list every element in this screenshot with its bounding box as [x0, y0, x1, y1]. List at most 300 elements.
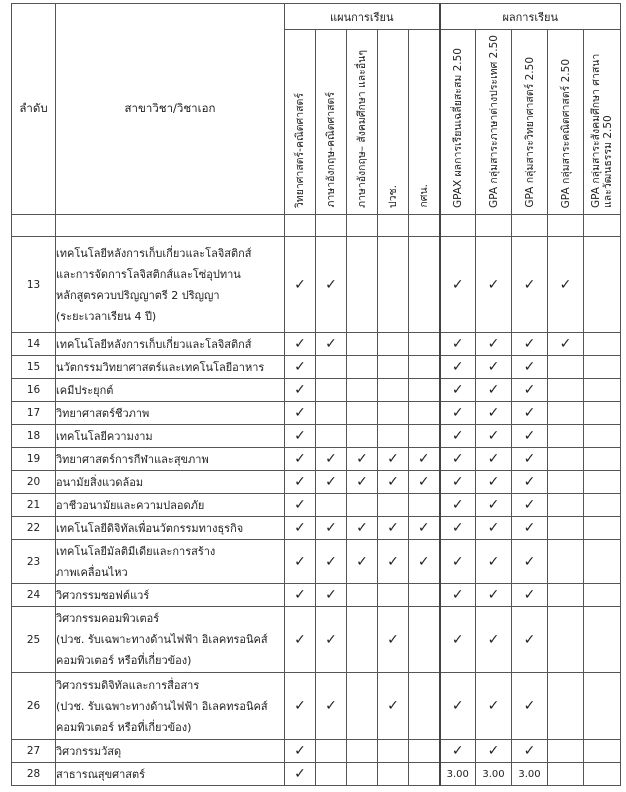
- plan-cell: [316, 448, 347, 471]
- row-major: [56, 494, 285, 517]
- result-cell: [440, 448, 476, 471]
- major-line: อนามัยสิ่งแวดล้อม: [56, 475, 144, 489]
- plan-cell: [409, 763, 440, 786]
- header-result-col-label: GPAX ผลการเรียนเฉลี่ยสะสม 2.50: [451, 48, 464, 208]
- check-icon: ✓: [417, 553, 430, 570]
- plan-cell: [316, 215, 347, 237]
- plan-cell: [285, 237, 316, 333]
- plan-cell: [409, 494, 440, 517]
- plan-cell: [347, 607, 378, 673]
- plan-cell: [347, 517, 378, 540]
- result-cell: [548, 740, 584, 763]
- result-cell: [476, 215, 512, 237]
- result-cell: [476, 740, 512, 763]
- check-icon: ✓: [523, 698, 536, 714]
- plan-cell: [285, 673, 316, 740]
- result-cell: [584, 333, 621, 356]
- row-number: 15: [12, 356, 56, 379]
- header-result-col-label: GPA กลุ่มสาระวิทยาศาสตร์ 2.50: [523, 57, 536, 208]
- plan-cell: [316, 673, 347, 740]
- plan-cell: [409, 448, 440, 471]
- check-icon: ✓: [325, 520, 337, 536]
- result-cell: [548, 494, 584, 517]
- result-cell: [548, 215, 584, 237]
- header-plan-col-label: กศน.: [417, 184, 430, 208]
- row-major: [56, 763, 285, 786]
- check-icon: ✓: [451, 428, 464, 444]
- header-plan-col-4: [409, 30, 440, 215]
- header-result-col-label: GPA กลุ่มสาระสังคมศึกษา ศาสนา และวัฒนธรรม 2.50: [590, 53, 614, 208]
- result-cell: [440, 356, 476, 379]
- row-major: [56, 425, 285, 448]
- result-cell: [548, 425, 584, 448]
- check-icon: ✓: [294, 428, 306, 444]
- result-cell: [548, 607, 584, 673]
- table-row: [12, 517, 621, 540]
- result-cell: [548, 237, 584, 333]
- plan-cell: [378, 448, 409, 471]
- result-cell: [440, 379, 476, 402]
- header-major: สาขาวิชา/วิชาเอก: [56, 4, 285, 215]
- result-cell: [476, 333, 512, 356]
- row-number: 21: [12, 494, 56, 517]
- check-icon: ✓: [523, 276, 536, 293]
- major-line: ภาพเคลื่อนไหว: [56, 565, 128, 579]
- result-cell: [440, 215, 476, 237]
- plan-cell: [316, 471, 347, 494]
- check-icon: ✓: [523, 336, 536, 352]
- table-row: [12, 673, 621, 740]
- plan-cell: [285, 494, 316, 517]
- check-icon: ✓: [487, 276, 500, 293]
- check-icon: ✓: [294, 405, 306, 421]
- result-cell: [548, 763, 584, 786]
- result-cell: [440, 763, 476, 786]
- table-row: [12, 425, 621, 448]
- result-cell: [548, 379, 584, 402]
- table-row: [12, 540, 621, 584]
- result-cell: [584, 215, 621, 237]
- check-icon: ✓: [451, 743, 464, 759]
- result-cell: [440, 584, 476, 607]
- result-cell: [476, 607, 512, 673]
- result-cell: [440, 740, 476, 763]
- major-line: เคมีประยุกต์: [56, 383, 114, 397]
- row-number: 19: [12, 448, 56, 471]
- result-cell: [440, 425, 476, 448]
- plan-cell: [347, 584, 378, 607]
- major-line: (ปวช. รับเฉพาะทางด้านไฟฟ้า อิเลคทรอนิคส์: [56, 699, 268, 713]
- plan-cell: [285, 448, 316, 471]
- plan-cell: [347, 333, 378, 356]
- check-icon: ✓: [487, 631, 500, 648]
- check-icon: ✓: [294, 382, 306, 398]
- result-cell: [476, 763, 512, 786]
- check-icon: ✓: [487, 474, 500, 490]
- row-major: [56, 740, 285, 763]
- plan-cell: [409, 540, 440, 584]
- plan-cell: [316, 540, 347, 584]
- row-number: 13: [12, 237, 56, 333]
- row-major: [56, 448, 285, 471]
- table-row: [12, 402, 621, 425]
- check-icon: ✓: [523, 520, 536, 536]
- plan-cell: [285, 356, 316, 379]
- plan-cell: [409, 333, 440, 356]
- table-row: [12, 356, 621, 379]
- major-line: วิศวกรรมคอมพิวเตอร์: [56, 612, 160, 625]
- plan-cell: [378, 215, 409, 237]
- plan-cell: [285, 402, 316, 425]
- header-result-col-1: [476, 30, 512, 215]
- plan-cell: [285, 763, 316, 786]
- plan-cell: [409, 517, 440, 540]
- plan-cell: [409, 425, 440, 448]
- check-icon: ✓: [294, 451, 306, 467]
- plan-cell: [347, 425, 378, 448]
- check-icon: ✓: [523, 474, 536, 490]
- check-icon: ✓: [451, 520, 464, 536]
- header-plan-group: แผนการเรียน: [285, 4, 440, 30]
- table-row: [12, 215, 621, 237]
- plan-cell: [347, 448, 378, 471]
- check-icon: ✓: [294, 553, 306, 570]
- result-cell: [584, 517, 621, 540]
- plan-cell: [409, 471, 440, 494]
- major-line: นวัตกรรมวิทยาศาสตร์และเทคโนโลยีอาหาร: [56, 360, 265, 374]
- result-cell: [440, 237, 476, 333]
- plan-cell: [347, 740, 378, 763]
- row-major: [56, 471, 285, 494]
- table-row: [12, 740, 621, 763]
- check-icon: ✓: [523, 631, 536, 648]
- major-line: หลักสูตรควบปริญญาตรี 2 ปริญญา: [56, 288, 220, 302]
- check-icon: ✓: [487, 359, 500, 375]
- row-major: [56, 517, 285, 540]
- plan-cell: [378, 356, 409, 379]
- row-number: 14: [12, 333, 56, 356]
- plan-cell: [285, 425, 316, 448]
- result-cell: [440, 517, 476, 540]
- header-number: ลำดับ: [12, 4, 56, 215]
- result-cell: [512, 215, 548, 237]
- result-cell: [584, 494, 621, 517]
- header-plan-col-label: วิทยาศาสตร์-คณิตศาสตร์: [294, 92, 306, 208]
- result-cell: [584, 448, 621, 471]
- check-icon: ✓: [451, 405, 464, 421]
- major-line: วิทยาศาสตร์ชีวภาพ: [56, 406, 150, 420]
- table-row: [12, 333, 621, 356]
- plan-cell: [347, 763, 378, 786]
- table-row: [12, 448, 621, 471]
- check-icon: ✓: [487, 497, 500, 513]
- plan-cell: [347, 494, 378, 517]
- plan-cell: [378, 540, 409, 584]
- result-cell: [512, 517, 548, 540]
- result-cell: [584, 763, 621, 786]
- result-cell: [512, 584, 548, 607]
- plan-cell: [378, 740, 409, 763]
- header-result-col-2: [512, 30, 548, 215]
- check-icon: ✓: [451, 451, 464, 467]
- gpa-value: 3.00: [446, 768, 469, 780]
- check-icon: ✓: [487, 553, 500, 570]
- result-cell: [476, 448, 512, 471]
- check-icon: ✓: [387, 451, 399, 467]
- check-icon: ✓: [451, 382, 464, 398]
- row-number: 26: [12, 673, 56, 740]
- result-cell: [440, 333, 476, 356]
- plan-cell: [409, 402, 440, 425]
- plan-cell: [316, 356, 347, 379]
- plan-cell: [316, 584, 347, 607]
- result-cell: [512, 402, 548, 425]
- plan-cell: [285, 740, 316, 763]
- check-icon: ✓: [451, 497, 464, 513]
- result-cell: [512, 237, 548, 333]
- check-icon: ✓: [523, 359, 536, 375]
- check-icon: ✓: [451, 474, 464, 490]
- check-icon: ✓: [523, 553, 536, 570]
- result-cell: [512, 448, 548, 471]
- plan-cell: [409, 584, 440, 607]
- result-cell: [476, 425, 512, 448]
- check-icon: ✓: [487, 698, 500, 714]
- check-icon: ✓: [325, 451, 337, 467]
- check-icon: ✓: [387, 698, 399, 714]
- row-major: [56, 356, 285, 379]
- header-result-group: ผลการเรียน: [440, 4, 621, 30]
- check-icon: ✓: [294, 474, 306, 490]
- check-icon: ✓: [487, 428, 500, 444]
- result-cell: [512, 379, 548, 402]
- result-cell: [584, 584, 621, 607]
- plan-cell: [378, 425, 409, 448]
- plan-cell: [378, 673, 409, 740]
- check-icon: ✓: [294, 497, 306, 513]
- result-cell: [476, 471, 512, 494]
- plan-cell: [347, 402, 378, 425]
- check-icon: ✓: [451, 587, 464, 603]
- header-result-col-label: GPA กลุ่มสาระภาษาต่างประเทศ 2.50: [487, 35, 500, 208]
- plan-cell: [378, 402, 409, 425]
- result-cell: [512, 356, 548, 379]
- check-icon: ✓: [451, 359, 464, 375]
- plan-cell: [378, 471, 409, 494]
- row-major: [56, 584, 285, 607]
- check-icon: ✓: [523, 497, 536, 513]
- result-cell: [476, 237, 512, 333]
- check-icon: ✓: [325, 336, 337, 352]
- major-line: วิทยาศาสตร์การกีฬาและสุขภาพ: [56, 452, 209, 466]
- check-icon: ✓: [294, 520, 306, 536]
- check-icon: ✓: [325, 631, 337, 648]
- result-cell: [440, 607, 476, 673]
- major-line: คอมพิวเตอร์ หรือที่เกี่ยวข้อง): [56, 654, 192, 667]
- table-row: [12, 379, 621, 402]
- table-row: [12, 763, 621, 786]
- check-icon: ✓: [523, 428, 536, 444]
- check-icon: ✓: [325, 553, 337, 570]
- plan-cell: [285, 215, 316, 237]
- major-line: (ระยะเวลาเรียน 4 ปี): [56, 309, 157, 323]
- table-row: [12, 237, 621, 333]
- plan-cell: [409, 237, 440, 333]
- result-cell: [548, 584, 584, 607]
- check-icon: ✓: [325, 698, 337, 714]
- check-icon: ✓: [487, 520, 500, 536]
- plan-cell: [316, 402, 347, 425]
- check-icon: ✓: [523, 451, 536, 467]
- check-icon: ✓: [294, 743, 306, 759]
- result-cell: [440, 673, 476, 740]
- gpa-value: 3.00: [518, 768, 541, 780]
- result-cell: [476, 540, 512, 584]
- result-cell: [476, 402, 512, 425]
- result-cell: [512, 763, 548, 786]
- plan-cell: [347, 215, 378, 237]
- check-icon: ✓: [523, 587, 536, 603]
- row-number: 28: [12, 763, 56, 786]
- check-icon: ✓: [487, 743, 500, 759]
- result-cell: [584, 740, 621, 763]
- plan-cell: [409, 356, 440, 379]
- row-number: 18: [12, 425, 56, 448]
- row-number: 22: [12, 517, 56, 540]
- row-number: 17: [12, 402, 56, 425]
- table-row: [12, 494, 621, 517]
- row-number: 20: [12, 471, 56, 494]
- plan-cell: [378, 517, 409, 540]
- row-major: [56, 237, 285, 333]
- result-cell: [584, 673, 621, 740]
- result-cell: [440, 494, 476, 517]
- major-line: เทคโนโลยีมัลติมีเดียและการสร้าง: [56, 544, 216, 558]
- major-line: เทคโนโลยีหลังการเก็บเกี่ยวและโลจิสติกส์: [56, 246, 252, 260]
- plan-cell: [316, 379, 347, 402]
- major-line: อาชีวอนามัยและความปลอดภัย: [56, 498, 205, 512]
- plan-cell: [285, 379, 316, 402]
- result-cell: [476, 673, 512, 740]
- check-icon: ✓: [294, 698, 306, 714]
- plan-cell: [347, 237, 378, 333]
- major-line: (ปวช. รับเฉพาะทางด้านไฟฟ้า อิเลคทรอนิคส์: [56, 633, 268, 646]
- header-plan-col-label: ภาษาอังกฤษ– สังคมศึกษา และอื่นๆ: [356, 50, 368, 208]
- result-cell: [512, 607, 548, 673]
- plan-cell: [347, 356, 378, 379]
- result-cell: [584, 425, 621, 448]
- plan-cell: [285, 584, 316, 607]
- row-number: 24: [12, 584, 56, 607]
- result-cell: [584, 379, 621, 402]
- plan-cell: [378, 494, 409, 517]
- table-row: [12, 584, 621, 607]
- plan-cell: [378, 237, 409, 333]
- result-cell: [512, 740, 548, 763]
- table-row: [12, 607, 621, 673]
- result-cell: [548, 333, 584, 356]
- row-major: [56, 215, 285, 237]
- result-cell: [440, 471, 476, 494]
- check-icon: ✓: [559, 276, 572, 293]
- plan-cell: [316, 607, 347, 673]
- check-icon: ✓: [294, 587, 306, 603]
- plan-cell: [347, 471, 378, 494]
- result-cell: [584, 356, 621, 379]
- major-line: วิศวกรรมดิจิทัลและการสื่อสาร: [56, 678, 200, 692]
- result-cell: [512, 333, 548, 356]
- row-major: [56, 673, 285, 740]
- check-icon: ✓: [294, 276, 306, 293]
- header-result-col-0: [440, 30, 476, 215]
- check-icon: ✓: [523, 405, 536, 421]
- plan-cell: [409, 740, 440, 763]
- result-cell: [584, 607, 621, 673]
- check-icon: ✓: [559, 336, 572, 352]
- header-plan-col-label: ภาษาอังกฤษ-คณิตศาสตร์: [325, 92, 337, 208]
- major-line: สาธารณสุขศาสตร์: [56, 767, 146, 781]
- check-icon: ✓: [523, 743, 536, 759]
- result-cell: [584, 402, 621, 425]
- result-cell: [584, 237, 621, 333]
- check-icon: ✓: [387, 631, 399, 648]
- major-line: คอมพิวเตอร์ หรือที่เกี่ยวข้อง): [56, 720, 192, 734]
- check-icon: ✓: [294, 631, 306, 648]
- result-cell: [476, 517, 512, 540]
- major-line: วิศวกรรมวัสดุ: [56, 744, 122, 758]
- check-icon: ✓: [294, 359, 306, 375]
- check-icon: ✓: [487, 451, 500, 467]
- plan-cell: [316, 740, 347, 763]
- check-icon: ✓: [294, 766, 306, 782]
- plan-cell: [316, 517, 347, 540]
- major-line: เทคโนโลยีดิจิทัลเพื่อนวัตกรรมทางธุรกิจ: [56, 521, 244, 535]
- plan-cell: [378, 763, 409, 786]
- check-icon: ✓: [387, 520, 399, 536]
- table-row: [12, 471, 621, 494]
- check-icon: ✓: [451, 553, 464, 570]
- result-cell: [584, 471, 621, 494]
- check-icon: ✓: [356, 553, 368, 570]
- row-number: 23: [12, 540, 56, 584]
- header-result-col-label: GPA กลุ่มสาระคณิตศาสตร์ 2.50: [559, 58, 572, 208]
- row-major: [56, 402, 285, 425]
- result-cell: [476, 584, 512, 607]
- check-icon: ✓: [325, 474, 337, 490]
- check-icon: ✓: [356, 520, 368, 536]
- check-icon: ✓: [487, 382, 500, 398]
- result-cell: [548, 673, 584, 740]
- plan-cell: [409, 607, 440, 673]
- plan-cell: [347, 673, 378, 740]
- check-icon: ✓: [387, 474, 399, 490]
- plan-cell: [316, 763, 347, 786]
- result-cell: [476, 356, 512, 379]
- row-number: 25: [12, 607, 56, 673]
- row-number: [12, 215, 56, 237]
- plan-cell: [285, 517, 316, 540]
- major-line: เทคโนโลยีหลังการเก็บเกี่ยวและโลจิสติกส์: [56, 337, 252, 351]
- header-result-col-3: [548, 30, 584, 215]
- check-icon: ✓: [487, 336, 500, 352]
- result-cell: [476, 494, 512, 517]
- result-cell: [512, 673, 548, 740]
- plan-cell: [378, 607, 409, 673]
- plan-cell: [285, 607, 316, 673]
- gpa-value: 3.00: [482, 768, 505, 780]
- check-icon: ✓: [417, 474, 430, 490]
- check-icon: ✓: [356, 474, 368, 490]
